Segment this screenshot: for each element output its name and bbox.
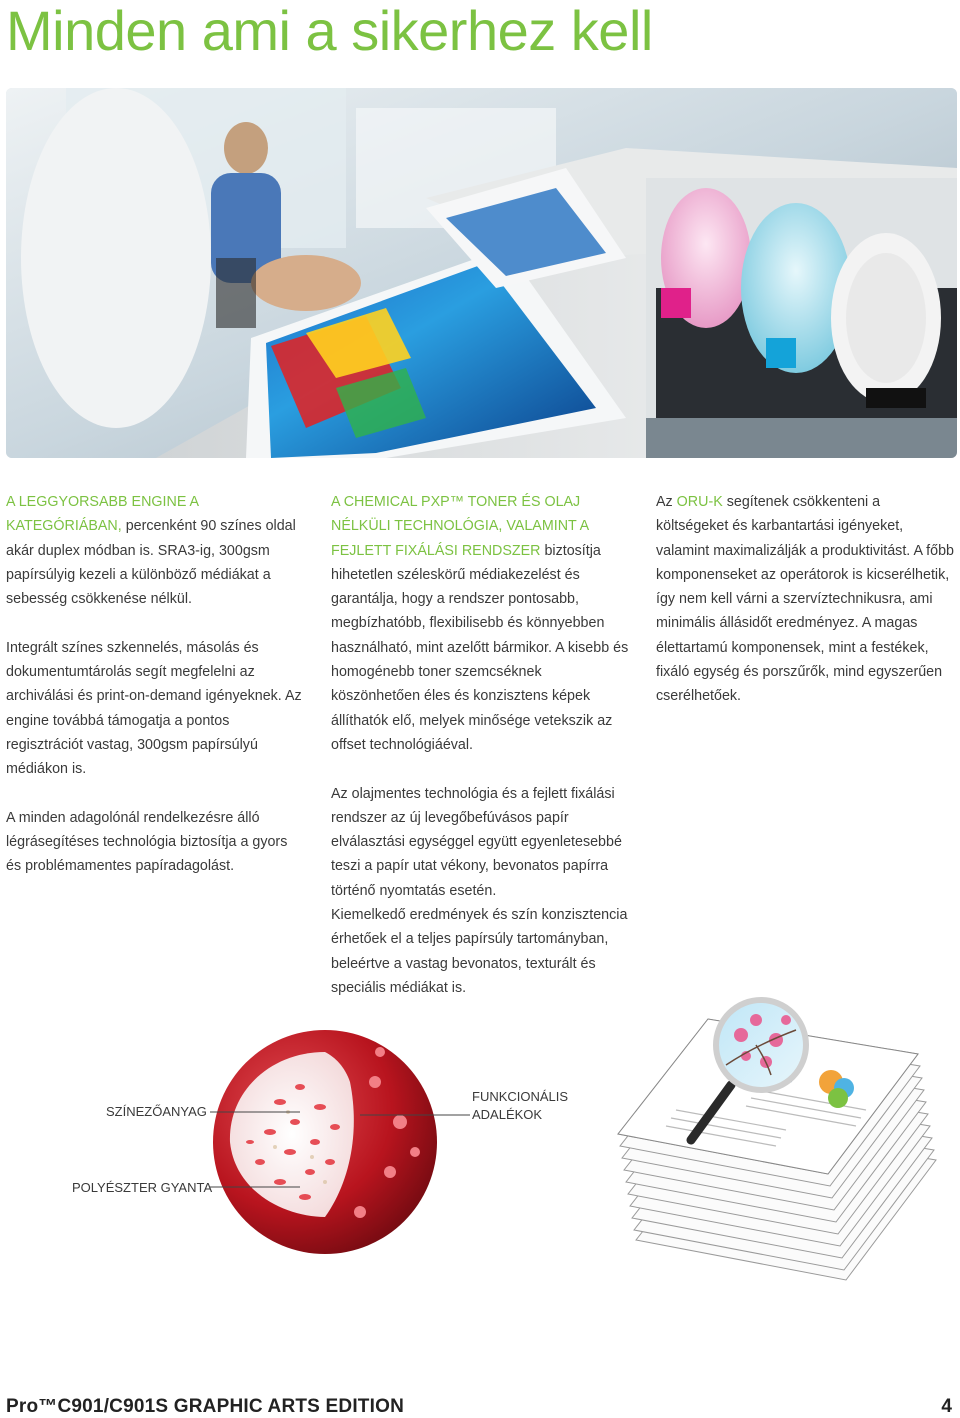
col2-paragraph-2: Az olajmentes technológia és a fejlett fixálási rendszer az új levegőbefúvásos papír elválasztási egységgel együtt egyenletesebbé teszi a papír utat vékony, bevonatos papírra történő nyomtatás esetén.: [331, 785, 622, 899]
col3-p1-text: segítenek csökkenteni a költségeket és karbantartási igényeket, valamint maximalizálják a produktivitást. A főbb komponenseket az operátorok is kicserélhetik, így nem kell várni a szervíztechnikusra, ami minimális állásidőt eredményez. A magas élettartamú komponensek, mint a festékek, fixáló egység és porszűrők, mind egyszerűen cserélhetőek.: [656, 494, 954, 705]
col1-paragraph-3: A minden adagolónál rendelkezésre álló légrásegítéses technológia biztosítja a gyors és problémamentes papíradagolást.: [6, 809, 288, 875]
hero-photo-illustration: [6, 88, 957, 458]
col3-paragraph-1: [656, 490, 956, 709]
label-functional-2: ADALÉKOK: [472, 1107, 543, 1122]
col2-paragraph-3: Kiemelkedő eredmények és szín konzisztencia érhetőek el a teljes papírsúly tartományban, beleértve a vastag bevonatos, texturált és speciális médiákat is.: [331, 907, 628, 996]
column-3: [656, 490, 956, 709]
paper-stack-illustration: [616, 990, 946, 1290]
label-polyester: POLYÉSZTER GYANTA: [72, 1180, 213, 1195]
col2-highlight: A CHEMICAL PXP™ TONER ÉS OLAJ NÉLKÜLI TECHNOLÓGIA, VALAMINT A FEJLETT FIXÁLÁSI RENDSZER: [331, 494, 589, 559]
col3-highlight: ORU-K: [676, 494, 723, 510]
page-title: Minden ami a sikerhez kell: [6, 0, 653, 62]
col3-p1-pre: Az: [656, 494, 677, 510]
column-1: [6, 490, 306, 879]
col2-p1-text: biztosítja hihetetlen széleskörű médiakezelést és garantálja, hogy a rendszer pontosabb, megbízhatóbb, flexibilisebb és könnyebben használható, mint azelőtt bármikor. A kisebb és homogénebb toner szemcséknek köszönhetően éles és konzisztens képek állíthatók elő, melyek minősége vetekszik az offset technológiáéval.: [331, 542, 629, 753]
col1-paragraph-2: Integrált színes szkennelés, másolás és dokumentumtárolás segít megfelelni az archiválási és print-on-demand igényeknek. Az engine továbbá támogatja a pontos regisztrációt vastag, 300gsm papírsúlyú médiákon is.: [6, 639, 302, 778]
column-2: [331, 490, 631, 1000]
col2-paragraph-1: [331, 490, 631, 757]
label-colorant: SZÍNEZŐANYAG: [106, 1104, 207, 1119]
col1-p1-text: percenként 90 színes oldal akár duplex módban is. SRA3-ig, 300gsm papírsúlyig kezeli a különböző médiákat a sebesség csökkenése nélkül.: [6, 518, 296, 608]
footer-title: Pro™C901/C901S GRAPHIC ARTS EDITION: [6, 1396, 404, 1417]
col1-paragraph-1: [6, 490, 306, 611]
hero-photo: [6, 88, 957, 458]
label-functional-1: FUNKCIONÁLIS: [472, 1089, 569, 1104]
col1-highlight: A LEGGYORSABB ENGINE A KATEGÓRIÁBAN,: [6, 494, 199, 535]
page-number: 4: [941, 1396, 952, 1417]
